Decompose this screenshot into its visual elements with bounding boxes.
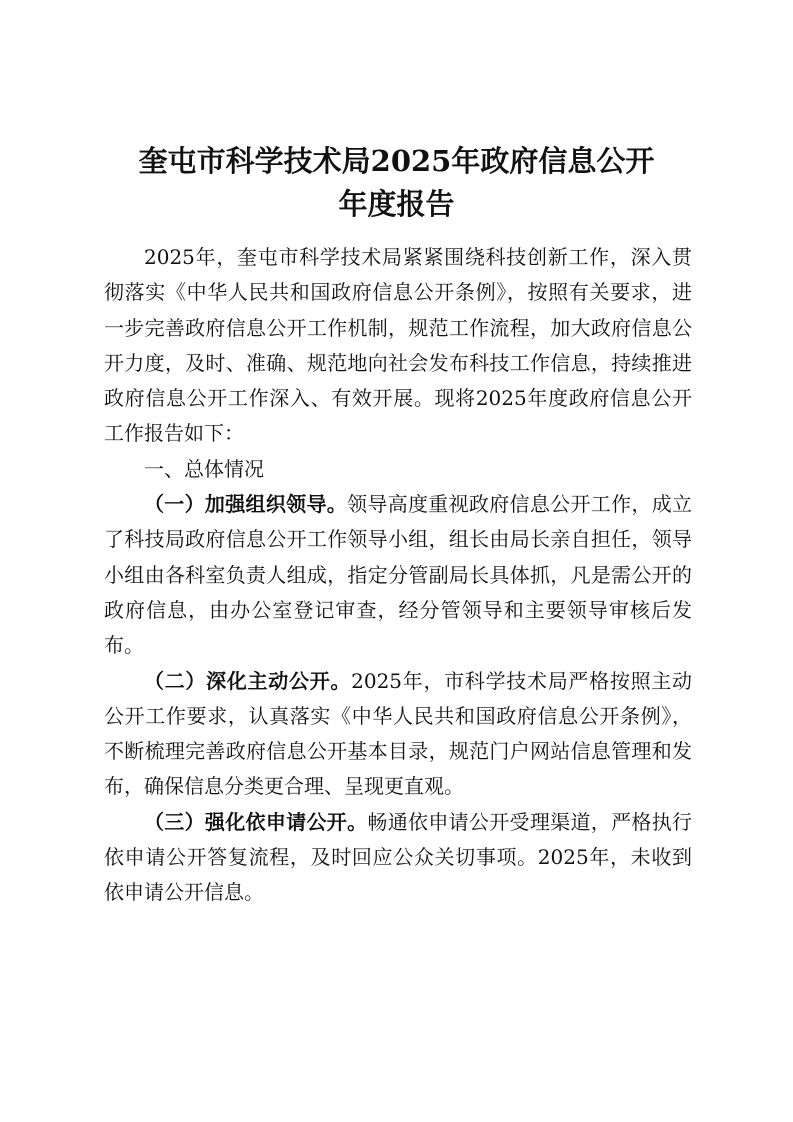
subsection-label: （一）加强组织领导。 xyxy=(144,492,348,517)
subsection-paragraph xyxy=(104,487,692,663)
section-heading: 一、总体情况 xyxy=(144,456,264,481)
subsection-paragraph xyxy=(104,805,692,911)
subsection-label: （二）深化主动公开。 xyxy=(144,668,352,693)
subsection-text: 2025年，市科学技术局严格按照主动公开工作要求，认真落实《中华人民共和国政府信息公开条例》，不断梳理完善政府信息公开基本目录，规范门户网站信息管理和发布，确保信息分类更合理、呈现更直观。 xyxy=(104,668,692,799)
subsection-text: 畅通依申请公开受理渠道，严格执行依申请公开答复流程，及时回应公众关切事项。2025年，未收到依申请公开信息。 xyxy=(104,809,693,905)
document-body xyxy=(104,240,692,911)
subsection-label: （三）强化依申请公开。 xyxy=(144,809,368,834)
document-title-line-2: 年度报告 xyxy=(338,187,455,221)
subsection-paragraph xyxy=(104,664,692,805)
intro-paragraph: 2025年，奎屯市科学技术局紧紧围绕科技创新工作，深入贯彻落实《中华人民共和国政府信息公开条例》，按照有关要求，进一步完善政府信息公开工作机制，规范工作流程，加大政府信息公开力度，及时、准确、规范地向社会发布科技工作信息，持续推进政府信息公开工作深入、有效开展。现将2025年度政府信息公开工作报告如下： xyxy=(104,245,692,446)
document-title-line-1: 奎屯市科学技术局2025年政府信息公开 xyxy=(138,144,655,178)
subsection-text: 领导高度重视政府信息公开工作，成立了科技局政府信息公开工作领导小组，组长由局长亲自担任，领导小组由各科室负责人组成，指定分管副局长具体抓，凡是需公开的政府信息，由办公室登记审查，经分管领导和主要领导审核后发布。 xyxy=(104,492,693,658)
